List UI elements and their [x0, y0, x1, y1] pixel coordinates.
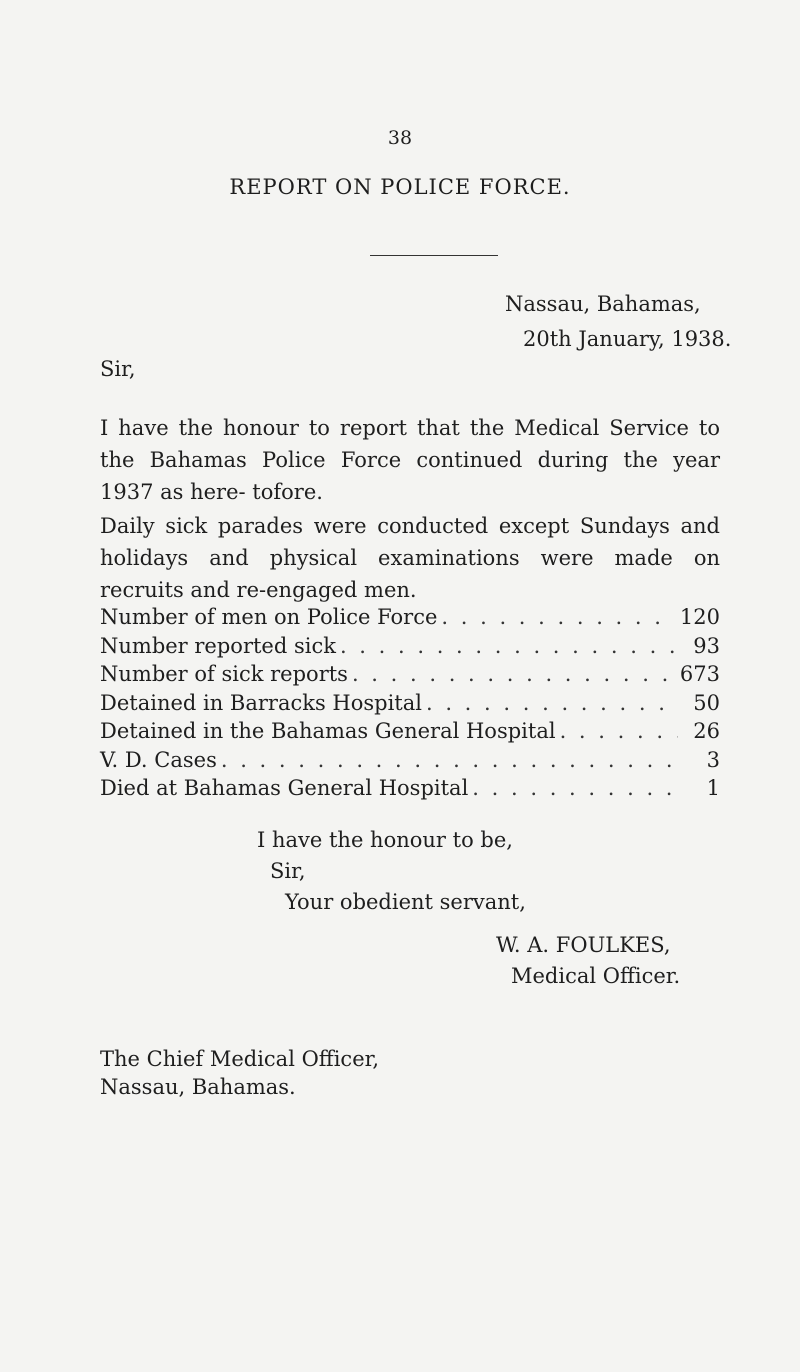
dot-leader	[560, 719, 678, 743]
dot-leader	[221, 748, 678, 772]
stat-value: 120	[679, 605, 720, 629]
dot-leader	[472, 776, 678, 800]
page-number: 38	[387, 127, 413, 149]
addressee-line-1: The Chief Medical Officer,	[100, 1047, 380, 1071]
stat-label: Detained in Barracks Hospital	[100, 690, 422, 715]
dot-leader	[352, 662, 674, 686]
date: 20th January, 1938.	[523, 327, 732, 351]
title-divider	[370, 255, 498, 256]
stat-row	[100, 776, 720, 805]
stat-row	[100, 748, 720, 777]
closing-line-2: Sir,	[270, 859, 306, 883]
addressee-block	[100, 1045, 379, 1101]
stat-label: Number of men on Police Force	[100, 605, 438, 629]
closing-block	[257, 825, 526, 918]
signatory-name: W. A. FOULKES,	[496, 933, 671, 957]
stat-value: 93	[693, 633, 720, 658]
salutation: Sir,	[100, 357, 136, 381]
stat-label: Detained in the Bahamas General Hospital	[100, 719, 556, 743]
stat-label: V. D. Cases	[100, 747, 217, 772]
stat-label: Number of sick reports	[100, 662, 348, 686]
dot-leader	[441, 605, 674, 629]
stat-value: 3	[706, 747, 720, 772]
stat-row	[100, 691, 720, 720]
report-title: REPORT ON POLICE FORCE.	[229, 175, 571, 199]
dot-leader	[340, 634, 678, 658]
stat-row	[100, 719, 720, 748]
dot-leader	[426, 691, 678, 715]
stat-value: 50	[693, 690, 720, 715]
stat-label: Died at Bahamas General Hospital	[100, 776, 469, 800]
signatory-position: Medical Officer.	[511, 964, 681, 988]
statistics-list	[100, 605, 720, 805]
paragraph-1: I have the honour to report that the Medical Service to the Bahamas Police Force continued during the year 1937 as here- tofore.	[100, 416, 720, 504]
stat-row	[100, 605, 720, 634]
place: Nassau, Bahamas,	[505, 292, 701, 316]
addressee-line-2: Nassau, Bahamas.	[100, 1075, 296, 1099]
stat-value: 26	[693, 719, 720, 743]
paragraph-2: Daily sick parades were conducted except Sundays and holidays and physical examinations were made on recruits and re-engaged men.	[100, 514, 720, 602]
stat-row	[100, 634, 720, 663]
stat-value: 673	[679, 662, 720, 686]
closing-line-1: I have the honour to be,	[257, 828, 513, 852]
signature-block	[496, 930, 680, 992]
stat-row	[100, 662, 720, 691]
stat-value: 1	[706, 776, 720, 800]
closing-line-3: Your obedient servant,	[285, 890, 526, 914]
stat-label: Number reported sick	[100, 633, 336, 658]
place-date-block	[505, 287, 731, 357]
